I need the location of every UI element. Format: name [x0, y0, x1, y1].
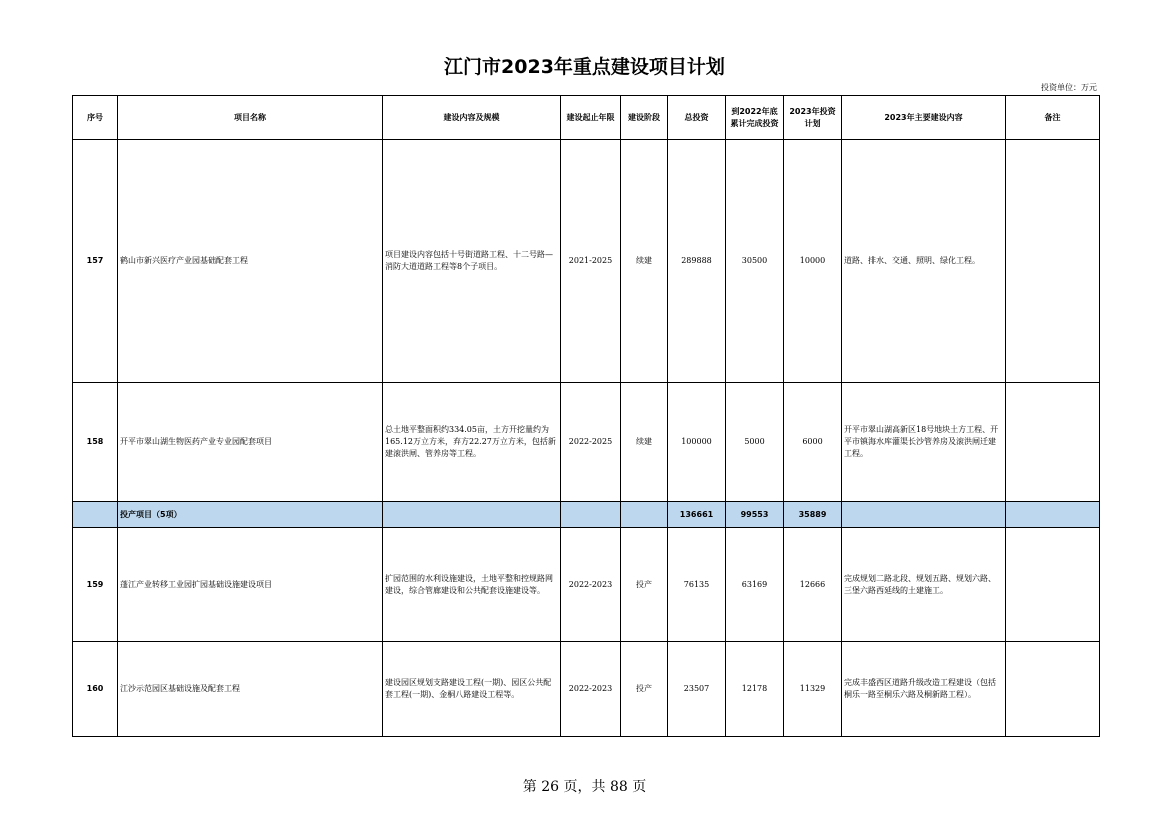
cell-name: 江沙示范园区基础设施及配套工程 [118, 642, 383, 737]
cell-note [1006, 140, 1100, 383]
cell-stage: 续建 [621, 140, 668, 383]
cell-stage: 续建 [621, 383, 668, 502]
cell-total: 76135 [668, 528, 726, 642]
table-row [73, 383, 1100, 502]
col-seq: 序号 [73, 96, 118, 140]
table-row [73, 140, 1100, 383]
col-stage: 建设阶段 [621, 96, 668, 140]
table-row [73, 642, 1100, 737]
cell-plan2023: 12666 [784, 528, 842, 642]
cell-total: 100000 [668, 383, 726, 502]
cell-years [561, 502, 621, 528]
subtotal-label: 投产项目（5项） [118, 502, 383, 528]
subtotal-row [73, 502, 1100, 528]
cell-main2023: 完成规划二路北段、规划五路、规划六路、三堡六路西延线的土建施工。 [842, 528, 1006, 642]
col-name: 项目名称 [118, 96, 383, 140]
cell-done2022: 63169 [726, 528, 784, 642]
col-total: 总投资 [668, 96, 726, 140]
cell-content [383, 502, 561, 528]
cell-years: 2022-2023 [561, 642, 621, 737]
cell-stage: 投产 [621, 528, 668, 642]
unit-label: 投资单位：万元 [1041, 83, 1097, 92]
project-table [72, 95, 1100, 737]
cell-seq: 159 [73, 528, 118, 642]
col-content: 建设内容及规模 [383, 96, 561, 140]
cell-content: 总土地平整面积约334.05亩，土方开挖量约为165.12万立方米，弃方22.27万立方米，包括新建滚洪闸、管养房等工程。 [383, 383, 561, 502]
cell-name: 鹤山市新兴医疗产业园基础配套工程 [118, 140, 383, 383]
cell-stage [621, 502, 668, 528]
cell-main2023: 开平市翠山湖高新区18号地块土方工程、开平市镇海水库灌渠长沙管养房及滚洪闸迁建工程。 [842, 383, 1006, 502]
subtotal-plan2023: 35889 [784, 502, 842, 528]
cell-content: 扩园范围的水利设施建设，土地平整和控规路网建设，综合管廊建设和公共配套设施建设等。 [383, 528, 561, 642]
cell-total: 289888 [668, 140, 726, 383]
page-footer: 第 26 页，共 88 页 [522, 779, 647, 795]
cell-note [1006, 642, 1100, 737]
col-note: 备注 [1006, 96, 1100, 140]
cell-stage: 投产 [621, 642, 668, 737]
table-header-row [73, 96, 1100, 140]
cell-done2022: 30500 [726, 140, 784, 383]
cell-seq [73, 502, 118, 528]
cell-plan2023: 11329 [784, 642, 842, 737]
cell-name: 开平市翠山湖生物医药产业专业园配套项目 [118, 383, 383, 502]
subtotal-done2022: 99553 [726, 502, 784, 528]
cell-main2023: 道路、排水、交通、照明、绿化工程。 [842, 140, 1006, 383]
col-plan2023: 2023年投资计划 [784, 96, 842, 140]
cell-note [1006, 502, 1100, 528]
cell-content: 项目建设内容包括十号街道路工程、十二号路—消防大道道路工程等8个子项目。 [383, 140, 561, 383]
cell-seq: 160 [73, 642, 118, 737]
cell-note [1006, 528, 1100, 642]
subtotal-total: 136661 [668, 502, 726, 528]
cell-main2023 [842, 502, 1006, 528]
cell-content: 建设园区规划支路建设工程(一期)、园区公共配套工程(一期)、金桐八路建设工程等。 [383, 642, 561, 737]
cell-plan2023: 10000 [784, 140, 842, 383]
cell-seq: 158 [73, 383, 118, 502]
cell-done2022: 5000 [726, 383, 784, 502]
col-main2023: 2023年主要建设内容 [842, 96, 1006, 140]
cell-years: 2022-2025 [561, 383, 621, 502]
cell-note [1006, 383, 1100, 502]
cell-seq: 157 [73, 140, 118, 383]
col-years: 建设起止年限 [561, 96, 621, 140]
col-done2022: 到2022年底累计完成投资 [726, 96, 784, 140]
cell-name: 蓬江产业转移工业园扩园基础设施建设项目 [118, 528, 383, 642]
cell-main2023: 完成丰盛西区道路升级改造工程建设（包括桐乐一路至桐乐六路及桐新路工程）。 [842, 642, 1006, 737]
cell-total: 23507 [668, 642, 726, 737]
cell-years: 2021-2025 [561, 140, 621, 383]
page-title: 江门市2023年重点建设项目计划 [444, 56, 725, 78]
cell-years: 2022-2023 [561, 528, 621, 642]
table-row [73, 528, 1100, 642]
cell-plan2023: 6000 [784, 383, 842, 502]
cell-done2022: 12178 [726, 642, 784, 737]
